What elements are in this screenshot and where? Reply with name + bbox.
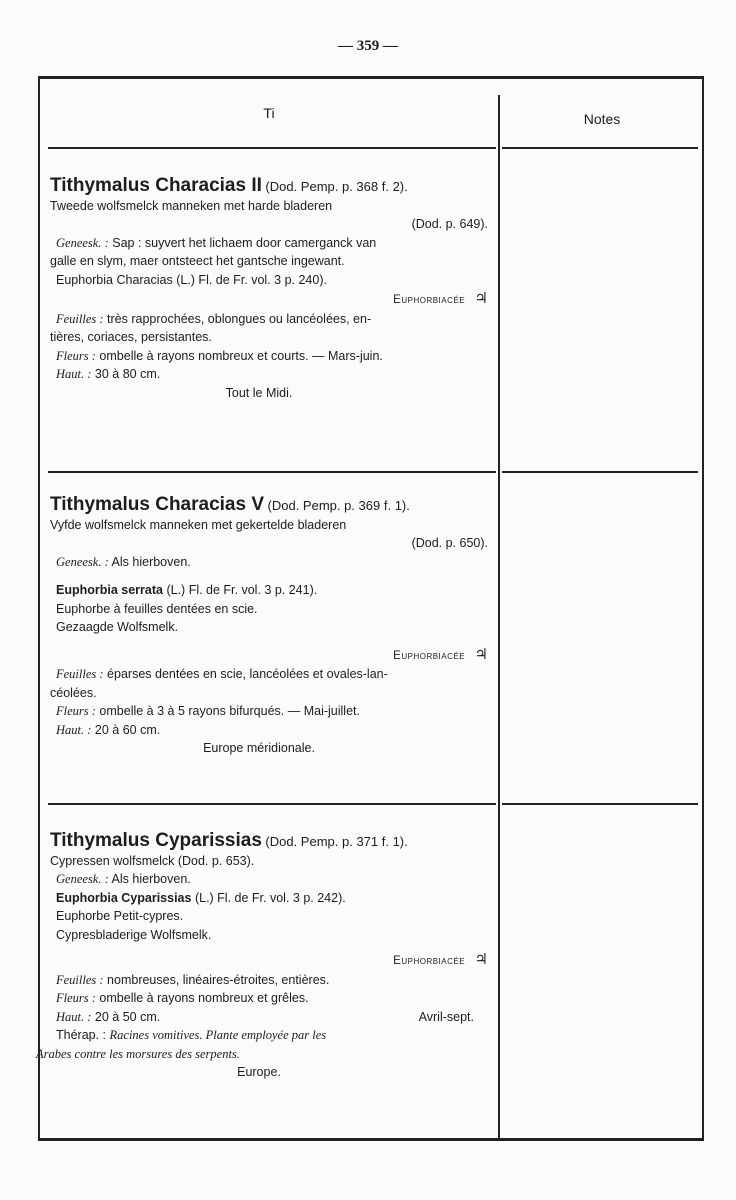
haut-text: 20 à 50 cm.	[94, 1009, 161, 1024]
dutch-name: Vyfde wolfsmelck manneken met gekertelde bladeren	[50, 517, 347, 532]
feuilles-text-1: très rapprochées, oblongues ou lancéolées, en-	[107, 311, 372, 326]
therap-text-2: Arabes contre les morsures des serpents.	[36, 1046, 240, 1061]
dutch-ref: (Dod. p. 649).	[411, 217, 488, 231]
dutch-common-name: Cypresbladerige Wolfsmelk.	[56, 927, 212, 942]
family-line	[50, 289, 488, 310]
feuilles-line	[50, 971, 488, 990]
column-header-ti: Ti	[263, 105, 275, 121]
dutch-name: Cypressen wolfsmelck (Dod. p. 653).	[50, 853, 255, 868]
linnaean-name: Euphorbia Characias (L.) Fl. de Fr. vol. 3 p. 240).	[56, 272, 327, 287]
feuilles-line-1	[50, 665, 488, 684]
feuilles-label: Feuilles :	[56, 972, 104, 987]
feuilles-text-2: tières, coriaces, persistantes.	[50, 330, 212, 344]
family-name: Euphorbiacée	[393, 294, 466, 306]
family-line	[50, 645, 488, 666]
column-divider	[498, 95, 500, 1138]
entry-characias-v	[50, 496, 488, 758]
perennial-symbol: ♃	[474, 950, 488, 968]
linnaean-line	[50, 889, 488, 908]
entry-title: Tithymalus Characias II	[50, 175, 262, 196]
perennial-symbol: ♃	[474, 289, 488, 307]
feuilles-text-1: éparses dentées en scie, lancéolées et ovales-lan-	[107, 667, 388, 681]
entry-title-line	[50, 496, 488, 516]
fleurs-line	[50, 989, 488, 1008]
entry-separator-1-left	[48, 471, 496, 473]
haut-text: 20 à 60 cm.	[94, 722, 161, 737]
linnaean-name: Euphorbia serrata	[56, 583, 163, 597]
haut-label: Haut. :	[56, 367, 92, 381]
feuilles-text-2: céolées.	[50, 685, 97, 700]
dutch-name: Tweede wolfsmelck manneken met harde bladeren	[50, 198, 333, 213]
flowering-period: Avril-sept.	[418, 1009, 474, 1024]
therap-line-1	[50, 1026, 488, 1045]
notes-cell-1	[502, 151, 698, 469]
entry-title: Tithymalus Cyparissias	[50, 830, 262, 851]
geneesk-label: Geneesk. :	[56, 872, 109, 886]
feuilles-text: nombreuses, linéaires-étroites, entières.	[107, 972, 330, 987]
perennial-symbol: ♃	[474, 644, 488, 663]
page-number: — 359 —	[338, 38, 398, 54]
entry-cyparissias	[36, 830, 488, 1082]
entry-title-ref: (Dod. Pemp. p. 371 f. 1).	[265, 834, 408, 849]
fleurs-text: ombelle à rayons nombreux et grêles.	[99, 991, 309, 1005]
feuilles-label: Feuilles :	[56, 667, 104, 681]
region: Europe méridionale.	[203, 741, 315, 755]
fleurs-text: ombelle à 3 à 5 rayons bifurqués. — Mai-juillet.	[99, 704, 360, 718]
entry-separator-2-left	[48, 803, 496, 805]
entry-title: Tithymalus Characias V	[50, 494, 265, 515]
region: Europe.	[237, 1065, 281, 1079]
dutch-ref: (Dod. p. 650).	[411, 536, 488, 550]
geneesk-text: Als hierboven.	[111, 872, 191, 886]
haut-label: Haut. :	[56, 1009, 92, 1024]
linnaean-name: Euphorbia Cyparissias	[56, 890, 192, 905]
dutch-common-name: Gezaagde Wolfsmelk.	[56, 620, 179, 634]
geneesk-text-2: galle en slym, maer ontsteect het gantsche ingewant.	[50, 254, 345, 268]
geneesk-text-1: Sap : suyvert het lichaem door camerganck van	[112, 235, 377, 250]
fleurs-label: Fleurs :	[56, 704, 96, 718]
entry-title-line	[50, 177, 488, 197]
notes-cell-2	[502, 475, 698, 801]
entry-title-ref: (Dod. Pemp. p. 368 f. 2).	[265, 179, 408, 194]
entry-title-line	[50, 832, 488, 852]
haut-line	[50, 721, 488, 740]
fleurs-text: ombelle à rayons nombreux et courts. — Mars-juin.	[99, 348, 383, 363]
linnaean-ref: (L.) Fl. de Fr. vol. 3 p. 242).	[194, 890, 346, 905]
fleurs-label: Fleurs :	[56, 991, 96, 1005]
fleurs-line	[50, 347, 488, 366]
geneesk-text: Als hierboven.	[111, 554, 191, 569]
family-name: Euphorbiacée	[393, 955, 466, 967]
column-header-notes: Notes	[583, 111, 621, 127]
entry-separator-1-right	[502, 471, 698, 473]
haut-line	[50, 365, 488, 384]
geneesk-label: Geneesk. :	[56, 554, 109, 569]
feuilles-label: Feuilles :	[56, 311, 104, 326]
notes-cell-3	[502, 807, 698, 1137]
region: Tout le Midi.	[225, 385, 293, 400]
family-line	[50, 950, 488, 971]
entry-characias-ii	[50, 177, 488, 402]
entry-title-ref: (Dod. Pemp. p. 369 f. 1).	[267, 498, 410, 513]
fleurs-line	[50, 702, 488, 721]
header-separator-left	[48, 147, 496, 149]
fleurs-label: Fleurs :	[56, 348, 96, 363]
haut-line	[50, 1008, 488, 1027]
french-name: Euphorbe à feuilles dentées en scie.	[56, 601, 258, 616]
geneesk-line-1	[50, 234, 488, 253]
feuilles-line-1	[50, 310, 488, 329]
haut-text: 30 à 80 cm.	[94, 367, 161, 381]
geneesk-label: Geneesk. :	[56, 235, 109, 250]
therap-label: Thérap. :	[56, 1028, 107, 1042]
french-name: Euphorbe Petit-cypres.	[56, 909, 184, 923]
header-separator-right	[502, 147, 698, 149]
haut-label: Haut. :	[56, 722, 92, 737]
linnaean-line	[50, 581, 488, 600]
entry-separator-2-right	[502, 803, 698, 805]
therap-text-1: Racines vomitives. Plante employée par les	[109, 1028, 327, 1042]
geneesk-line	[50, 553, 488, 572]
family-name: Euphorbiacée	[393, 649, 466, 662]
linnaean-ref: (L.) Fl. de Fr. vol. 3 p. 241).	[166, 583, 318, 597]
geneesk-line	[50, 870, 488, 889]
